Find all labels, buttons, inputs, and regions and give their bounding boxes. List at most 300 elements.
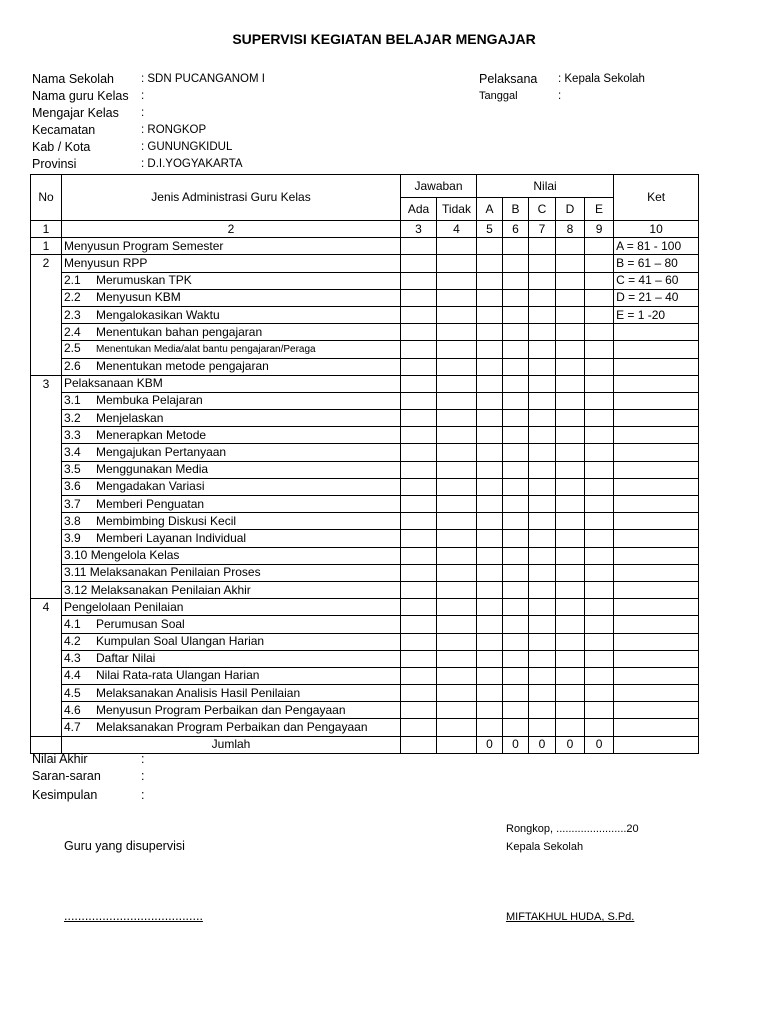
row-cell-e[interactable] bbox=[585, 496, 614, 513]
label-tanggal: Tanggal bbox=[479, 90, 518, 102]
row-activity-text: 3.12 Melaksanakan Penilaian Akhir bbox=[64, 582, 251, 597]
row-cell-b[interactable] bbox=[503, 324, 529, 341]
row-cell-b[interactable] bbox=[503, 478, 529, 495]
row-cell-ada[interactable] bbox=[401, 530, 437, 547]
row-cell-d[interactable] bbox=[556, 375, 585, 392]
row-no bbox=[31, 272, 62, 289]
row-cell-a[interactable] bbox=[477, 461, 503, 478]
row-cell-tidak[interactable] bbox=[437, 581, 477, 598]
value-nama-sekolah: : SDN PUCANGANOM I bbox=[141, 73, 265, 85]
row-cell-e[interactable] bbox=[585, 616, 614, 633]
row-cell-ada[interactable] bbox=[401, 427, 437, 444]
row-cell-b[interactable] bbox=[503, 444, 529, 461]
row-cell-ada[interactable] bbox=[401, 358, 437, 375]
row-cell-tidak[interactable] bbox=[437, 564, 477, 581]
row-cell-d[interactable] bbox=[556, 289, 585, 306]
row-cell-tidak[interactable] bbox=[437, 599, 477, 616]
row-cell-ada[interactable] bbox=[401, 702, 437, 719]
row-cell-d[interactable] bbox=[556, 478, 585, 495]
row-cell-a[interactable] bbox=[477, 238, 503, 255]
row-cell-c[interactable] bbox=[529, 392, 556, 409]
row-cell-a[interactable] bbox=[477, 685, 503, 702]
row-cell-e[interactable] bbox=[585, 306, 614, 323]
row-activity-text: Membuka Pelajaran bbox=[96, 393, 203, 408]
row-cell-b[interactable] bbox=[503, 633, 529, 650]
row-cell-ada[interactable] bbox=[401, 685, 437, 702]
row-no bbox=[31, 719, 62, 736]
row-activity-text: Kumpulan Soal Ulangan Harian bbox=[96, 634, 265, 649]
row-cell-c[interactable] bbox=[529, 496, 556, 513]
header-ket: Ket bbox=[614, 175, 699, 221]
row-cell-tidak[interactable] bbox=[437, 513, 477, 530]
row-ket bbox=[614, 702, 699, 719]
row-cell-a[interactable] bbox=[477, 375, 503, 392]
row-cell-e[interactable] bbox=[585, 564, 614, 581]
row-no bbox=[31, 513, 62, 530]
row-cell-e[interactable] bbox=[585, 581, 614, 598]
row-no bbox=[31, 341, 62, 358]
table-row bbox=[31, 496, 699, 513]
row-cell-tidak[interactable] bbox=[437, 530, 477, 547]
row-cell-ada[interactable] bbox=[401, 650, 437, 667]
row-cell-tidak[interactable] bbox=[437, 341, 477, 358]
row-activity bbox=[62, 599, 401, 616]
row-activity-text: Mengadakan Variasi bbox=[96, 479, 205, 494]
row-cell-c[interactable] bbox=[529, 410, 556, 427]
row-item-number: 3.5 bbox=[64, 462, 81, 477]
row-cell-tidak[interactable] bbox=[437, 667, 477, 684]
row-activity-text: Menentukan bahan pengajaran bbox=[96, 324, 263, 339]
row-cell-a[interactable] bbox=[477, 530, 503, 547]
row-cell-d[interactable] bbox=[556, 719, 585, 736]
row-ket: B = 61 – 80 bbox=[614, 255, 699, 272]
row-cell-e[interactable] bbox=[585, 599, 614, 616]
teacher-name-line: ........................................ bbox=[64, 909, 203, 923]
row-cell-d[interactable] bbox=[556, 530, 585, 547]
row-cell-a[interactable] bbox=[477, 289, 503, 306]
row-cell-ada[interactable] bbox=[401, 324, 437, 341]
row-cell-d[interactable] bbox=[556, 341, 585, 358]
row-activity-text: Mengajukan Pertanyaan bbox=[96, 445, 227, 460]
row-cell-a[interactable] bbox=[477, 255, 503, 272]
row-cell-c[interactable] bbox=[529, 272, 556, 289]
row-cell-ada[interactable] bbox=[401, 255, 437, 272]
row-cell-a[interactable] bbox=[477, 633, 503, 650]
row-item-number: 4.7 bbox=[64, 720, 81, 735]
row-cell-c[interactable] bbox=[529, 616, 556, 633]
row-activity bbox=[62, 564, 401, 581]
row-cell-tidak[interactable] bbox=[437, 685, 477, 702]
row-cell-tidak[interactable] bbox=[437, 306, 477, 323]
row-cell-c[interactable] bbox=[529, 581, 556, 598]
row-cell-ada[interactable] bbox=[401, 461, 437, 478]
row-cell-tidak[interactable] bbox=[437, 410, 477, 427]
row-cell-d[interactable] bbox=[556, 306, 585, 323]
table-row bbox=[31, 238, 699, 255]
place-date: Rongkop, .......................20 bbox=[506, 823, 639, 835]
row-ket bbox=[614, 427, 699, 444]
label-nama-sekolah: Nama Sekolah bbox=[32, 72, 114, 86]
row-cell-b[interactable] bbox=[503, 547, 529, 564]
row-cell-c[interactable] bbox=[529, 375, 556, 392]
row-cell-ada[interactable] bbox=[401, 633, 437, 650]
row-cell-c[interactable] bbox=[529, 702, 556, 719]
row-no bbox=[31, 547, 62, 564]
row-cell-tidak[interactable] bbox=[437, 358, 477, 375]
row-no bbox=[31, 461, 62, 478]
row-cell-c[interactable] bbox=[529, 633, 556, 650]
row-cell-ada[interactable] bbox=[401, 478, 437, 495]
row-cell-tidak[interactable] bbox=[437, 272, 477, 289]
row-cell-ada[interactable] bbox=[401, 513, 437, 530]
row-cell-b[interactable] bbox=[503, 306, 529, 323]
row-cell-d[interactable] bbox=[556, 633, 585, 650]
row-activity-text: Perumusan Soal bbox=[96, 616, 185, 631]
row-cell-a[interactable] bbox=[477, 599, 503, 616]
table-row bbox=[31, 444, 699, 461]
row-activity bbox=[62, 427, 401, 444]
row-cell-a[interactable] bbox=[477, 667, 503, 684]
row-activity-text: Merumuskan TPK bbox=[96, 273, 192, 288]
value-mengajar-kelas: : bbox=[141, 107, 145, 119]
row-cell-tidak[interactable] bbox=[437, 238, 477, 255]
row-ket bbox=[614, 444, 699, 461]
row-activity-text: Menjelaskan bbox=[96, 410, 164, 425]
row-cell-tidak[interactable] bbox=[437, 461, 477, 478]
row-cell-b[interactable] bbox=[503, 461, 529, 478]
row-cell-ada[interactable] bbox=[401, 719, 437, 736]
row-activity bbox=[62, 358, 401, 375]
label-kesimpulan: Kesimpulan bbox=[32, 788, 98, 802]
row-cell-c[interactable] bbox=[529, 547, 556, 564]
row-activity-text: Menyusun KBM bbox=[96, 290, 181, 305]
row-cell-c[interactable] bbox=[529, 238, 556, 255]
row-item-number: 3.4 bbox=[64, 445, 81, 460]
row-activity bbox=[62, 444, 401, 461]
row-activity-text: Memberi Layanan Individual bbox=[96, 530, 247, 545]
row-cell-c[interactable] bbox=[529, 478, 556, 495]
row-cell-c[interactable] bbox=[529, 530, 556, 547]
table-row bbox=[31, 547, 699, 564]
row-cell-b[interactable] bbox=[503, 530, 529, 547]
row-cell-d[interactable] bbox=[556, 685, 585, 702]
row-ket bbox=[614, 564, 699, 581]
row-ket: A = 81 - 100 bbox=[614, 238, 699, 255]
row-cell-e[interactable] bbox=[585, 358, 614, 375]
row-cell-a[interactable] bbox=[477, 719, 503, 736]
row-cell-tidak[interactable] bbox=[437, 616, 477, 633]
row-cell-a[interactable] bbox=[477, 358, 503, 375]
row-cell-c[interactable] bbox=[529, 358, 556, 375]
row-cell-e[interactable] bbox=[585, 667, 614, 684]
table-row bbox=[31, 341, 699, 358]
row-cell-ada[interactable] bbox=[401, 496, 437, 513]
row-cell-ada[interactable] bbox=[401, 289, 437, 306]
row-cell-ada[interactable] bbox=[401, 392, 437, 409]
row-cell-c[interactable] bbox=[529, 289, 556, 306]
row-cell-b[interactable] bbox=[503, 410, 529, 427]
row-activity-text: Menentukan Media/alat bantu pengajaran/Peraga bbox=[96, 344, 316, 356]
row-activity bbox=[62, 238, 401, 255]
row-cell-b[interactable] bbox=[503, 616, 529, 633]
label-kecamatan: Kecamatan bbox=[32, 123, 96, 137]
row-cell-e[interactable] bbox=[585, 650, 614, 667]
row-cell-tidak[interactable] bbox=[437, 324, 477, 341]
row-cell-a[interactable] bbox=[477, 392, 503, 409]
row-cell-b[interactable] bbox=[503, 496, 529, 513]
row-cell-b[interactable] bbox=[503, 702, 529, 719]
row-cell-tidak[interactable] bbox=[437, 633, 477, 650]
row-cell-b[interactable] bbox=[503, 427, 529, 444]
table-row bbox=[31, 375, 699, 392]
row-cell-c[interactable] bbox=[529, 255, 556, 272]
row-no: 3 bbox=[31, 375, 62, 392]
table-row bbox=[31, 272, 699, 289]
total-d: 0 bbox=[556, 736, 585, 753]
row-cell-e[interactable] bbox=[585, 375, 614, 392]
table-row bbox=[31, 685, 699, 702]
row-cell-b[interactable] bbox=[503, 650, 529, 667]
row-cell-tidak[interactable] bbox=[437, 444, 477, 461]
row-cell-c[interactable] bbox=[529, 719, 556, 736]
row-cell-tidak[interactable] bbox=[437, 719, 477, 736]
row-activity bbox=[62, 272, 401, 289]
row-cell-e[interactable] bbox=[585, 478, 614, 495]
row-cell-tidak[interactable] bbox=[437, 496, 477, 513]
row-cell-tidak[interactable] bbox=[437, 547, 477, 564]
table-row bbox=[31, 513, 699, 530]
row-ket bbox=[614, 650, 699, 667]
row-cell-d[interactable] bbox=[556, 702, 585, 719]
row-cell-tidak[interactable] bbox=[437, 478, 477, 495]
row-cell-b[interactable] bbox=[503, 375, 529, 392]
row-cell-e[interactable] bbox=[585, 685, 614, 702]
row-cell-tidak[interactable] bbox=[437, 427, 477, 444]
row-cell-d[interactable] bbox=[556, 547, 585, 564]
value-kab-kota: : GUNUNGKIDUL bbox=[141, 141, 233, 153]
row-cell-a[interactable] bbox=[477, 581, 503, 598]
row-cell-d[interactable] bbox=[556, 410, 585, 427]
row-ket bbox=[614, 599, 699, 616]
row-no bbox=[31, 392, 62, 409]
row-cell-e[interactable] bbox=[585, 461, 614, 478]
column-number-6: 6 bbox=[503, 221, 529, 238]
row-cell-tidak[interactable] bbox=[437, 702, 477, 719]
row-cell-e[interactable] bbox=[585, 410, 614, 427]
row-cell-a[interactable] bbox=[477, 272, 503, 289]
row-cell-a[interactable] bbox=[477, 306, 503, 323]
row-cell-e[interactable] bbox=[585, 289, 614, 306]
row-item-number: 2.2 bbox=[64, 290, 81, 305]
row-cell-e[interactable] bbox=[585, 702, 614, 719]
row-cell-d[interactable] bbox=[556, 496, 585, 513]
table-row bbox=[31, 324, 699, 341]
row-no bbox=[31, 358, 62, 375]
row-ket bbox=[614, 530, 699, 547]
table-row bbox=[31, 616, 699, 633]
row-cell-e[interactable] bbox=[585, 513, 614, 530]
row-cell-d[interactable] bbox=[556, 461, 585, 478]
row-no: 2 bbox=[31, 255, 62, 272]
row-cell-d[interactable] bbox=[556, 564, 585, 581]
row-activity-text: Pengelolaan Penilaian bbox=[64, 599, 184, 614]
row-cell-ada[interactable] bbox=[401, 564, 437, 581]
value-kesimpulan: : bbox=[141, 788, 145, 802]
row-cell-a[interactable] bbox=[477, 427, 503, 444]
row-cell-a[interactable] bbox=[477, 444, 503, 461]
row-cell-b[interactable] bbox=[503, 238, 529, 255]
row-cell-d[interactable] bbox=[556, 667, 585, 684]
row-cell-a[interactable] bbox=[477, 616, 503, 633]
total-ket-cell bbox=[614, 736, 699, 753]
row-cell-d[interactable] bbox=[556, 444, 585, 461]
row-cell-e[interactable] bbox=[585, 719, 614, 736]
row-cell-tidak[interactable] bbox=[437, 375, 477, 392]
row-cell-a[interactable] bbox=[477, 496, 503, 513]
row-cell-tidak[interactable] bbox=[437, 392, 477, 409]
row-cell-b[interactable] bbox=[503, 255, 529, 272]
label-kab-kota: Kab / Kota bbox=[32, 140, 91, 154]
row-cell-e[interactable] bbox=[585, 272, 614, 289]
row-cell-e[interactable] bbox=[585, 392, 614, 409]
row-cell-ada[interactable] bbox=[401, 667, 437, 684]
row-cell-b[interactable] bbox=[503, 272, 529, 289]
row-cell-d[interactable] bbox=[556, 238, 585, 255]
header-jenis: Jenis Administrasi Guru Kelas bbox=[62, 175, 401, 221]
row-cell-c[interactable] bbox=[529, 341, 556, 358]
total-b: 0 bbox=[503, 736, 529, 753]
row-cell-d[interactable] bbox=[556, 581, 585, 598]
row-cell-b[interactable] bbox=[503, 581, 529, 598]
row-cell-c[interactable] bbox=[529, 324, 556, 341]
row-cell-ada[interactable] bbox=[401, 375, 437, 392]
row-no: 1 bbox=[31, 238, 62, 255]
row-cell-a[interactable] bbox=[477, 324, 503, 341]
table-row bbox=[31, 564, 699, 581]
row-cell-ada[interactable] bbox=[401, 599, 437, 616]
header-b: B bbox=[503, 198, 529, 221]
row-cell-c[interactable] bbox=[529, 461, 556, 478]
row-cell-d[interactable] bbox=[556, 272, 585, 289]
row-cell-d[interactable] bbox=[556, 392, 585, 409]
row-cell-b[interactable] bbox=[503, 358, 529, 375]
row-cell-e[interactable] bbox=[585, 238, 614, 255]
row-cell-e[interactable] bbox=[585, 530, 614, 547]
total-row bbox=[31, 736, 699, 753]
row-cell-ada[interactable] bbox=[401, 272, 437, 289]
row-ket bbox=[614, 685, 699, 702]
row-cell-a[interactable] bbox=[477, 478, 503, 495]
row-cell-a[interactable] bbox=[477, 702, 503, 719]
row-cell-d[interactable] bbox=[556, 358, 585, 375]
row-cell-a[interactable] bbox=[477, 410, 503, 427]
row-no bbox=[31, 616, 62, 633]
row-cell-ada[interactable] bbox=[401, 410, 437, 427]
row-cell-b[interactable] bbox=[503, 564, 529, 581]
row-cell-e[interactable] bbox=[585, 341, 614, 358]
row-cell-c[interactable] bbox=[529, 564, 556, 581]
row-activity bbox=[62, 255, 401, 272]
row-cell-ada[interactable] bbox=[401, 341, 437, 358]
row-cell-b[interactable] bbox=[503, 667, 529, 684]
row-cell-c[interactable] bbox=[529, 667, 556, 684]
table-row bbox=[31, 392, 699, 409]
row-item-number: 3.2 bbox=[64, 410, 81, 425]
row-no bbox=[31, 410, 62, 427]
row-cell-a[interactable] bbox=[477, 341, 503, 358]
row-cell-c[interactable] bbox=[529, 427, 556, 444]
value-tanggal: : bbox=[558, 90, 562, 102]
row-cell-a[interactable] bbox=[477, 564, 503, 581]
row-cell-ada[interactable] bbox=[401, 581, 437, 598]
row-cell-d[interactable] bbox=[556, 650, 585, 667]
row-cell-a[interactable] bbox=[477, 650, 503, 667]
row-cell-d[interactable] bbox=[556, 255, 585, 272]
row-no bbox=[31, 444, 62, 461]
row-cell-b[interactable] bbox=[503, 513, 529, 530]
value-saran: : bbox=[141, 769, 145, 783]
row-activity-text: Nilai Rata-rata Ulangan Harian bbox=[96, 668, 260, 683]
row-cell-ada[interactable] bbox=[401, 238, 437, 255]
row-ket bbox=[614, 547, 699, 564]
row-cell-e[interactable] bbox=[585, 633, 614, 650]
total-tidak-cell bbox=[437, 736, 477, 753]
row-cell-ada[interactable] bbox=[401, 616, 437, 633]
row-cell-e[interactable] bbox=[585, 444, 614, 461]
row-cell-a[interactable] bbox=[477, 547, 503, 564]
row-cell-b[interactable] bbox=[503, 392, 529, 409]
row-item-number: 2.6 bbox=[64, 359, 81, 374]
row-cell-ada[interactable] bbox=[401, 444, 437, 461]
row-cell-b[interactable] bbox=[503, 685, 529, 702]
row-cell-b[interactable] bbox=[503, 289, 529, 306]
row-cell-b[interactable] bbox=[503, 599, 529, 616]
row-cell-e[interactable] bbox=[585, 324, 614, 341]
row-cell-a[interactable] bbox=[477, 513, 503, 530]
row-item-number: 3.7 bbox=[64, 496, 81, 511]
row-cell-e[interactable] bbox=[585, 255, 614, 272]
row-cell-c[interactable] bbox=[529, 306, 556, 323]
row-cell-c[interactable] bbox=[529, 650, 556, 667]
row-cell-c[interactable] bbox=[529, 599, 556, 616]
row-cell-d[interactable] bbox=[556, 427, 585, 444]
row-cell-tidak[interactable] bbox=[437, 255, 477, 272]
row-cell-d[interactable] bbox=[556, 513, 585, 530]
row-cell-c[interactable] bbox=[529, 685, 556, 702]
row-cell-d[interactable] bbox=[556, 599, 585, 616]
table-row bbox=[31, 599, 699, 616]
row-activity bbox=[62, 685, 401, 702]
row-cell-c[interactable] bbox=[529, 513, 556, 530]
row-cell-e[interactable] bbox=[585, 427, 614, 444]
row-cell-b[interactable] bbox=[503, 341, 529, 358]
row-ket bbox=[614, 667, 699, 684]
row-cell-tidak[interactable] bbox=[437, 289, 477, 306]
row-cell-ada[interactable] bbox=[401, 547, 437, 564]
row-cell-d[interactable] bbox=[556, 616, 585, 633]
row-cell-d[interactable] bbox=[556, 324, 585, 341]
row-cell-ada[interactable] bbox=[401, 306, 437, 323]
row-cell-tidak[interactable] bbox=[437, 650, 477, 667]
row-cell-b[interactable] bbox=[503, 719, 529, 736]
header-no: No bbox=[31, 175, 62, 221]
row-cell-c[interactable] bbox=[529, 444, 556, 461]
row-cell-e[interactable] bbox=[585, 547, 614, 564]
row-activity bbox=[62, 341, 401, 358]
header-ada: Ada bbox=[401, 198, 437, 221]
row-ket bbox=[614, 375, 699, 392]
principal-role: Kepala Sekolah bbox=[506, 841, 584, 853]
